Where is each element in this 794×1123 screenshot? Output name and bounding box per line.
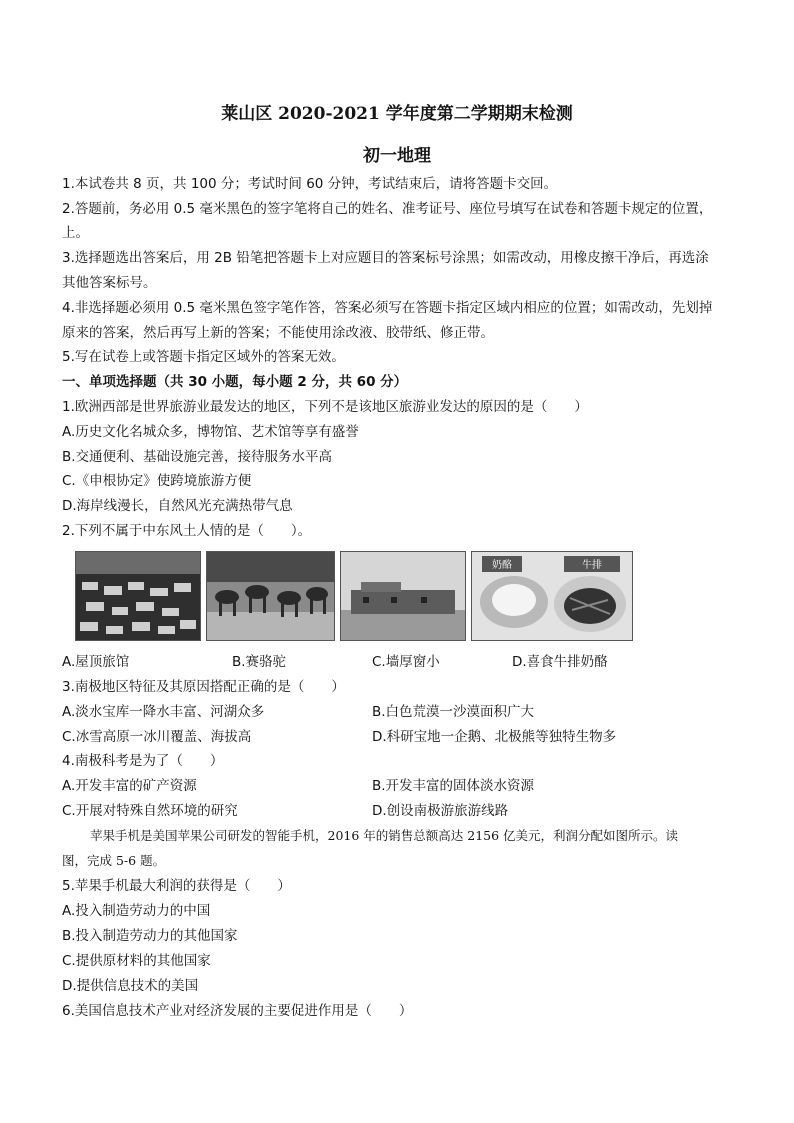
instruction-line: 上。 xyxy=(62,225,89,241)
question-4-option-c: C.开展对特殊自然环境的研究 xyxy=(62,803,238,819)
question-3-option-c: C.冰雪高原一冰川覆盖、海拔高 xyxy=(62,729,252,745)
question-2-stem: 2.下列不属于中东风土人情的是（ ）。 xyxy=(62,523,312,539)
question-2-option-c: C.墙厚窗小 xyxy=(372,654,440,670)
exam-title: 莱山区 2020-2021 学年度第二学期期末检测 xyxy=(221,104,573,124)
cheese-photo-caption: 奶酪 xyxy=(492,560,512,571)
section-title: 一、单项选择题（共 30 小题，每小题 2 分，共 60 分） xyxy=(62,374,408,390)
question-4-option-a: A.开发丰富的矿产资源 xyxy=(62,778,197,794)
question-5-option-c: C.提供原材料的其他国家 xyxy=(62,953,211,969)
question-3-option-a: A.淡水宝库一降水丰富、河湖众多 xyxy=(62,704,265,720)
instruction-line: 3.选择题选出答案后，用 2B 铅笔把答题卡上对应题目的答案标号涂黑；如需改动，用橡皮擦干净后，再选涂 xyxy=(62,250,709,266)
question-3-option-b: B.白色荒漠一沙漠面积广大 xyxy=(372,704,535,720)
question-2-option-a: A.屋顶旅馆 xyxy=(62,654,130,670)
thick-wall-house-photo xyxy=(340,551,466,641)
question-1-option-b: B.交通便利、基础设施完善，接待服务水平高 xyxy=(62,449,333,465)
question-1-option-c: C.《申根协定》使跨境旅游方便 xyxy=(62,473,252,489)
instruction-line: 2.答题前，务必用 0.5 毫米黑色的签字笔将自己的姓名、准考证号、座位号填写在试卷和答题卡规定的位置， xyxy=(62,201,713,217)
reading-passage-line-1: 苹果手机是美国苹果公司研发的智能手机，2016 年的销售总额高达 2156 亿美元，利润分配如图所示。读 xyxy=(90,828,679,843)
question-5-option-b: B.投入制造劳动力的其他国家 xyxy=(62,928,238,944)
steak-cheese-photo xyxy=(471,551,633,641)
camel-race-photo xyxy=(206,551,335,641)
question-5-stem: 5.苹果手机最大利润的获得是（ ） xyxy=(62,878,291,894)
rooftop-hotel-photo xyxy=(75,551,201,641)
question-4-stem: 4.南极科考是为了（ ） xyxy=(62,753,224,769)
question-2-option-d: D.喜食牛排奶酪 xyxy=(512,654,608,670)
exam-subject: 初一地理 xyxy=(363,146,431,166)
instruction-line: 4.非选择题必须用 0.5 毫米黑色签字笔作答，答案必须写在答题卡指定区域内相应的位置；如需改动，先划掉 xyxy=(62,300,713,316)
question-3-stem: 3.南极地区特征及其原因搭配正确的是（ ） xyxy=(62,679,345,695)
question-2-option-b: B.赛骆驼 xyxy=(232,654,287,670)
instruction-line: 其他答案标号。 xyxy=(62,275,157,291)
instruction-line: 1.本试卷共 8 页，共 100 分；考试时间 60 分钟，考试结束后，请将答题卡交回。 xyxy=(62,176,558,192)
question-5-option-a: A.投入制造劳动力的中国 xyxy=(62,903,211,919)
question-4-option-b: B.开发丰富的固体淡水资源 xyxy=(372,778,535,794)
question-2-photos xyxy=(75,551,631,641)
question-6-stem: 6.美国信息技术产业对经济发展的主要促进作用是（ ） xyxy=(62,1003,413,1019)
question-1-stem: 1.欧洲西部是世界旅游业最发达的地区，下列不是该地区旅游业发达的原因的是（ ） xyxy=(62,399,588,415)
steak-photo-caption: 牛排 xyxy=(582,560,602,571)
instruction-line: 5.写在试卷上或答题卡指定区域外的答案无效。 xyxy=(62,349,345,365)
question-1-option-d: D.海岸线漫长，自然风光充满热带气息 xyxy=(62,498,293,514)
reading-passage-line-2: 图，完成 5-6 题。 xyxy=(62,853,166,868)
instruction-line: 原来的答案，然后再写上新的答案；不能使用涂改液、胶带纸、修正带。 xyxy=(62,325,494,341)
question-4-option-d: D.创设南极游旅游线路 xyxy=(372,803,509,819)
question-3-option-d: D.科研宝地一企鹅、北极熊等独特生物多 xyxy=(372,729,617,745)
question-5-option-d: D.提供信息技术的美国 xyxy=(62,978,199,994)
question-1-option-a: A.历史文化名城众多，博物馆、艺术馆等享有盛誉 xyxy=(62,424,359,440)
